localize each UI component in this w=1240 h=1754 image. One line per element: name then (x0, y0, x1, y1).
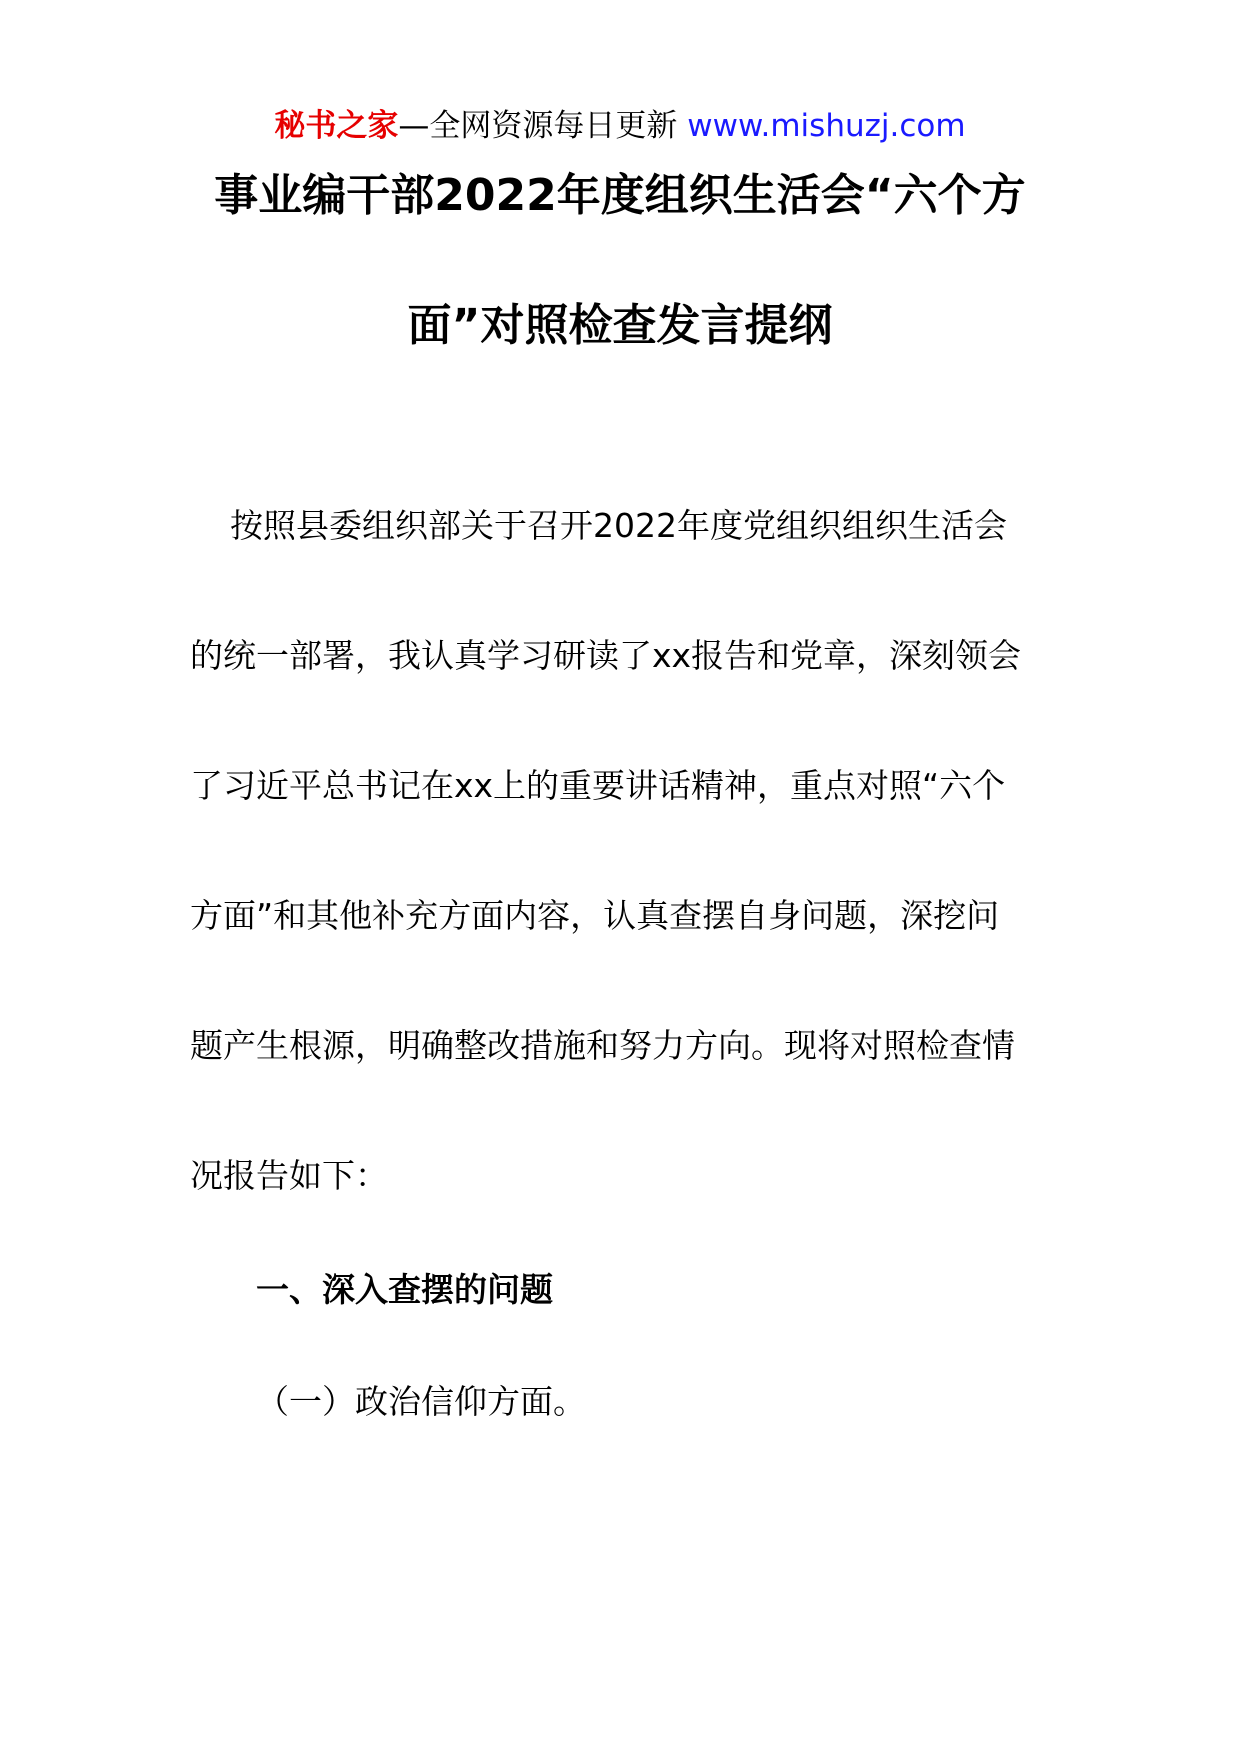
site-url[interactable]: www.mishuzj.com (687, 108, 966, 144)
intro-line-5: 题产生根源，明确整改措施和努力方向。现将对照检查情 (190, 1026, 1015, 1065)
intro-line-1: 按照县委组织部关于召开2022年度党组织组织生活会 (230, 506, 1007, 545)
document-title-line-2: 面”对照检查发言提纲 (407, 300, 833, 351)
site-header (0, 104, 1240, 148)
intro-line-4: 方面”和其他补充方面内容，认真查摆自身问题，深挖问 (190, 896, 1000, 935)
site-brand: 秘书之家 (274, 108, 399, 144)
section-heading: 一、深入查摆的问题 (256, 1270, 553, 1309)
intro-line-3: 了习近平总书记在xx上的重要讲话精神，重点对照“六个 (190, 766, 1006, 805)
intro-line-6: 况报告如下： (190, 1156, 388, 1195)
intro-line-2: 的统一部署，我认真学习研读了xx报告和党章，深刻领会 (190, 636, 1022, 675)
document-title-line-1: 事业编干部2022年度组织生活会“六个方 (214, 170, 1026, 221)
site-tagline: —全网资源每日更新 (398, 108, 678, 144)
subsection-heading: （一）政治信仰方面。 (256, 1382, 586, 1421)
